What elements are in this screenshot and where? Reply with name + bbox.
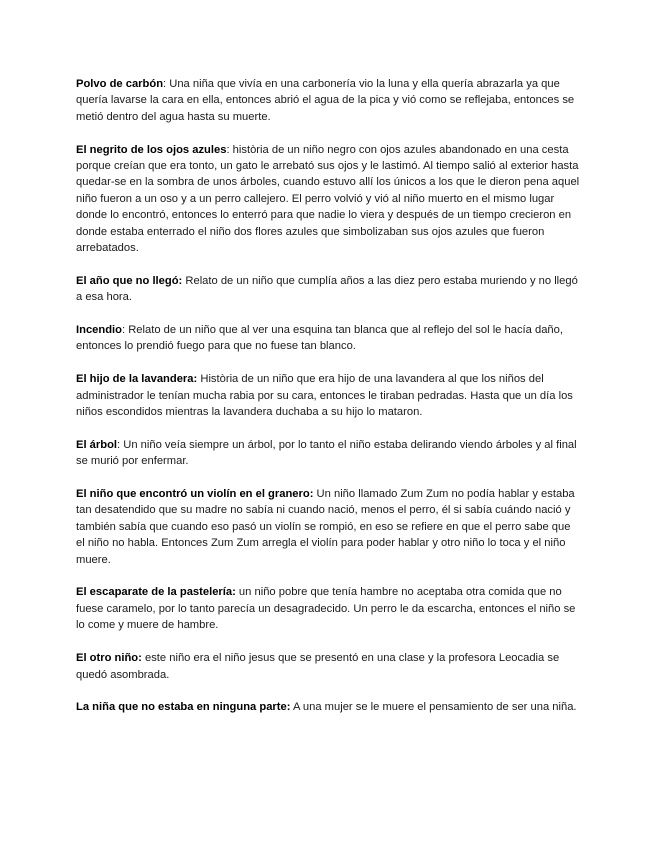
paragraph-el-escaparate-de-la-pasteleria	[76, 584, 580, 633]
paragraph-text: : història de un niño negro con ojos azules abandonado en una cesta porque creían que era tonto, un gato le arrebató sus ojos y le lastimó. Al tiempo salió al exterior hasta quedar-se en la sombra de unos árboles, cuando estuvo allí los únicos a los que le dieron pena aquel niño fueron a un oso y a un perro callejero. El perro volvió y vió al niño muerto en el mismo lugar donde lo encontró, entonces lo enterró para que nadie lo viera y después de un tiempo crecieron en donde estaba enterrado el niño dos flores azules que simbolizaban sus ojos azules que fueron arrebatados.	[76, 143, 580, 255]
paragraph-term: El escaparate de la pastelería:	[76, 586, 236, 599]
paragraph-el-negrito-de-los-ojos-azules	[76, 142, 580, 257]
paragraph-text: Relato de un niño que cumplía años a las diez pero estaba muriendo y no llegó a esa hora.	[76, 274, 578, 304]
paragraph-la-nina-que-no-estaba	[76, 699, 580, 715]
paragraph-term: Polvo de carbón	[76, 78, 164, 90]
paragraph-term: El árbol	[76, 438, 118, 451]
paragraph-term: El año que no llegó:	[76, 274, 183, 287]
paragraph-term: El otro niño:	[76, 652, 142, 665]
paragraph-polvo-de-carbon	[76, 76, 580, 125]
paragraph-term: Incendio	[76, 324, 122, 337]
paragraph-term: El hijo de la lavandera:	[76, 373, 198, 386]
paragraph-el-arbol	[76, 437, 580, 470]
paragraph-incendio	[76, 322, 580, 355]
paragraph-el-ano-que-no-llego	[76, 273, 580, 306]
paragraph-el-otro-nino	[76, 650, 580, 683]
paragraph-term: El niño que encontró un violín en el granero:	[76, 488, 314, 501]
paragraph-el-nino-que-encontro-un-violin	[76, 486, 580, 568]
document-body	[76, 76, 580, 732]
paragraph-text: Un niño llamado Zum Zum no podía hablar y estaba tan desatendido que su madre no sabía ni cuando nació, menos el perro, él si sabía cuándo nació y también sabía que cuando eso pasó un violín se rompió, en eso se refiere en que el perro sabe que el niño no habla. Entonces Zum Zum arregla el violín para poder hablar y otro niño lo toca y el niño muere.	[76, 488, 575, 566]
paragraph-text: Història de un niño que era hijo de una lavandera al que los niños del administrador le tenían mucha rabia por su cara, entonces le tiraban pedradas. Hasta que un día los niños escondidos mientras la lavandera duchaba a su hijo lo mataron.	[76, 373, 573, 419]
paragraph-text: : Relato de un niño que al ver una esquina tan blanca que al reflejo del sol le hacía daño, entonces lo prendió fuego para que no fuese tan blanco.	[76, 324, 563, 353]
paragraph-term: La niña que no estaba en ninguna parte:	[76, 701, 291, 714]
paragraph-term: El negrito de los ojos azules	[76, 143, 227, 156]
paragraph-text: : Una niña que vivía en una carbonería vio la luna y ella quería abrazarla ya que quería lavarse la cara en ella, entonces abrió el agua de la pica y vió como se reflejaba, entonces se metió dentro del agua hasta su muerte.	[76, 78, 575, 123]
paragraph-text: : Un niño veía siempre un árbol, por lo tanto el niño estaba delirando viendo árboles y al final se murió por enfermar.	[76, 438, 577, 468]
paragraph-text: A una mujer se le muere el pensamiento de ser una niña.	[290, 701, 577, 714]
paragraph-text: este niño era el niño jesus que se presentó en una clase y la profesora Leocadia se quedó asombrada.	[76, 652, 560, 681]
paragraph-text: un niño pobre que tenía hambre no aceptaba otra comida que no fuese caramelo, por lo tanto parecía un desagradecido. Un perro le da escarcha, entonces el niño se lo come y muere de hambre.	[76, 586, 576, 632]
paragraph-el-hijo-de-la-lavandera	[76, 371, 580, 420]
